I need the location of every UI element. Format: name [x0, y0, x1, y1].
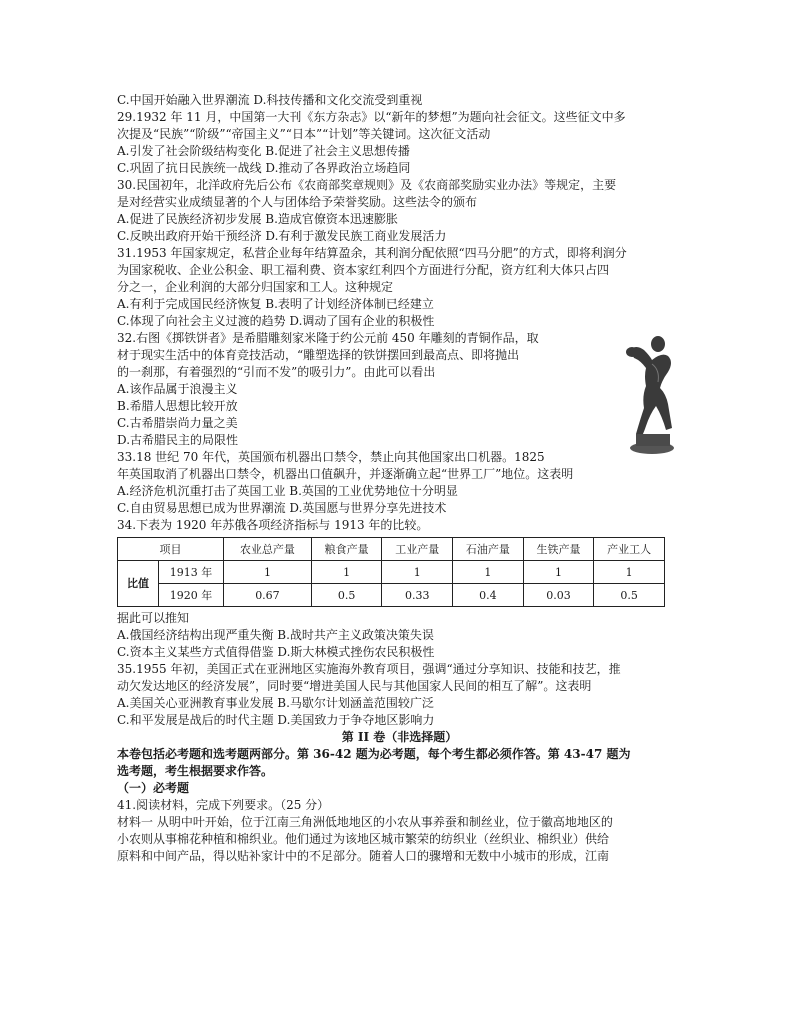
table-cell: 0.5	[311, 584, 382, 607]
text-line: C.自由贸易思想已成为世界潮流 D.英国愿与世界分享先进技术	[117, 501, 447, 515]
column-header: 农业总产量	[224, 538, 312, 561]
text-line: 原料和中间产品，得以贴补家计中的不足部分。随着人口的骤增和无数中小城市的形成，江南	[117, 849, 610, 863]
text-line: 小农则从事棉花种植和棉织业。他们通过为该地区城市繁荣的纺织业（丝织业、棉织业）供给	[117, 832, 610, 846]
text-line: C.反映出政府开始干预经济 D.有利于激发民族工商业发展活力	[117, 229, 447, 243]
text-line: C.中国开始融入世界潮流 D.科技传播和文化交流受到重视	[117, 93, 423, 107]
table-cell: 1	[453, 561, 524, 584]
text-line: A.经济危机沉重打击了英国工业 B.英国的工业优势地位十分明显	[117, 484, 458, 498]
text-line: 33.18 世纪 70 年代，英国颁布机器出口禁令，禁止向其他国家出口机器。1825	[117, 450, 545, 464]
text-line: 34.下表为 1920 年苏俄各项经济指标与 1913 年的比较。	[117, 518, 429, 532]
economic-indicators-table	[117, 537, 665, 607]
section-title: 第 II 卷（非选择题）	[341, 730, 458, 744]
column-header: 石油产量	[453, 538, 524, 561]
questions-33-34	[117, 449, 682, 534]
table-cell: 1	[311, 561, 382, 584]
questions-34-35-options	[117, 610, 682, 729]
table-cell: 0.03	[523, 584, 594, 607]
text-line: B.希腊人思想比较开放	[117, 399, 238, 413]
discobolus-statue-image	[622, 330, 682, 455]
questions-28-31	[117, 92, 682, 330]
column-header: 粮食产量	[311, 538, 382, 561]
column-header: 产业工人	[594, 538, 665, 561]
table-header-item: 项目	[118, 538, 224, 561]
text-line: 29.1932 年 11 月，中国第一大刊《东方杂志》以“新年的梦想”为题向社会征文。这些征文中多	[117, 110, 626, 124]
text-line: C.体现了向社会主义过渡的趋势 D.调动了国有企业的积极性	[117, 314, 435, 328]
table-header-row	[118, 538, 665, 561]
text-line: 的一刹那，有着强烈的“引而不发”的吸引力”。由此可以看出	[117, 365, 436, 379]
text-line: 据此可以推知	[117, 611, 190, 625]
text-line: 35.1955 年初，美国正式在亚洲地区实施海外教育项目，强调“通过分享知识、技能和技艺，推	[117, 662, 621, 676]
table-cell: 1	[382, 561, 453, 584]
subsection-title: （一）必考题	[117, 781, 190, 795]
table-cell: 0.67	[224, 584, 312, 607]
text-line: C.资本主义某些方式值得借鉴 D.斯大林模式挫伤农民积极性	[117, 645, 435, 659]
column-header: 工业产量	[382, 538, 453, 561]
table-cell: 1	[594, 561, 665, 584]
table-cell: 1	[523, 561, 594, 584]
text-line: C.巩固了抗日民族统一战线 D.推动了各界政治立场趋同	[117, 161, 411, 175]
question-41	[117, 797, 682, 865]
section-note-line: 本卷包括必考题和选考题两部分。第 36-42 题为必考题，每个考生都必须作答。第 43-47 题为	[117, 747, 631, 761]
text-line: 年英国取消了机器出口禁令，机器出口值飙升，并逐渐确立起“世界工厂”地位。这表明	[117, 467, 574, 481]
column-header: 生铁产量	[523, 538, 594, 561]
text-line: 31.1953 年国家规定，私营企业每年结算盈余，其利润分配依照“四马分肥”的方式，即将利润分	[117, 246, 627, 260]
text-line: 材于现实生活中的体育竞技活动，“雕塑选择的铁饼摆回到最高点、即将抛出	[117, 348, 520, 362]
text-line: A.该作品属于浪漫主义	[117, 382, 238, 396]
text-line: 41.阅读材料，完成下列要求。（25 分）	[117, 798, 330, 812]
text-line: D.古希腊民主的局限性	[117, 433, 239, 447]
text-line: A.俄国经济结构出现严重失衡 B.战时共产主义政策决策失误	[117, 628, 434, 642]
text-line: 材料一 从明中叶开始，位于江南三角洲低地地区的小农从事养蚕和制丝业，位于徽高地地区的	[117, 815, 613, 829]
text-line: 32.右图《掷铁饼者》是希腊雕刻家米隆于约公元前 450 年雕刻的青铜作品，取	[117, 331, 539, 345]
question-32-text	[117, 330, 587, 449]
table-cell: 1	[224, 561, 312, 584]
table-row	[118, 561, 665, 584]
text-line: 动欠发达地区的经济发展”，同时要“增进美国人民与其他国家人民间的相互了解”。这表明	[117, 679, 592, 693]
row-year: 1920 年	[159, 584, 224, 607]
table-row	[118, 584, 665, 607]
text-line: 30.民国初年，北洋政府先后公布《农商部奖章规则》及《农商部奖励实业办法》等规定，主要	[117, 178, 617, 192]
text-line: A.美国关心亚洲教育事业发展 B.马歇尔计划涵盖范围较广泛	[117, 696, 434, 710]
text-line: A.引发了社会阶级结构变化 B.促进了社会主义思想传播	[117, 144, 410, 158]
row-year: 1913 年	[159, 561, 224, 584]
text-line: C.古希腊崇尚力量之美	[117, 416, 238, 430]
section-note-line: 选考题，考生根据要求作答。	[117, 764, 274, 778]
text-line: C.和平发展是战后的时代主题 D.美国致力于争夺地区影响力	[117, 713, 435, 727]
text-line: A.促进了民族经济初步发展 B.造成官僚资本迅速膨胀	[117, 212, 398, 226]
row-group-label: 比值	[118, 561, 159, 607]
text-line: 分之一，企业利润的大部分归国家和工人。这种规定	[117, 280, 394, 294]
table-cell: 0.5	[594, 584, 665, 607]
table-cell: 0.4	[453, 584, 524, 607]
exam-page	[117, 92, 682, 865]
question-32	[117, 330, 682, 449]
table-cell: 0.33	[382, 584, 453, 607]
text-line: A.有利于完成国民经济恢复 B.表明了计划经济体制已经建立	[117, 297, 434, 311]
text-line: 为国家税收、企业公积金、职工福利费、资本家红利四个方面进行分配，资方红利大体只占四	[117, 263, 610, 277]
text-line: 次提及“民族”“阶级”“帝国主义”“日本”“计划”等关键词。这次征文活动	[117, 127, 491, 141]
text-line: 是对经营实业成绩显著的个人与团体给予荣誉奖励。这些法令的颁布	[117, 195, 478, 209]
